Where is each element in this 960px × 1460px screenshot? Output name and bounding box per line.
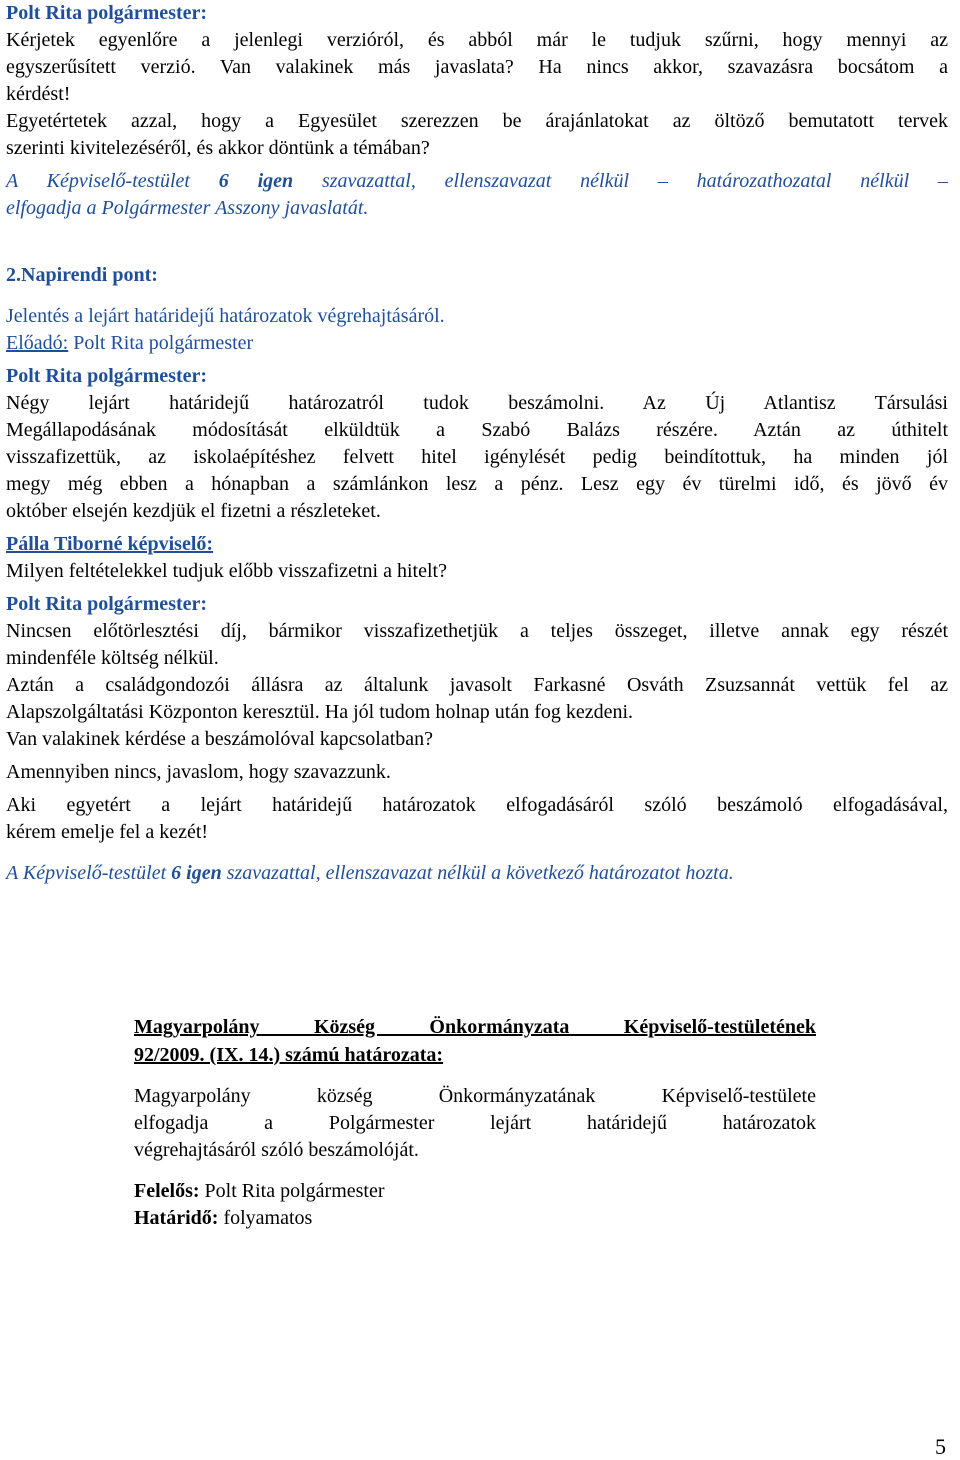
agenda-heading: 2.Napirendi pont: [6,264,158,286]
page-number: 5 [935,1434,946,1459]
paragraph-line: Megállapodásának módosítását elküldtük a Szabó Balázs részére. Aztán az úthitelt [6,419,948,441]
paragraph-line: megy még ebben a hónapban a számlánkon lesz a pénz. Lesz egy év türelmi idő, és jövő év [6,473,948,495]
resolution-body-line: elfogadja a Polgármester lejárt határidejű határozatok [134,1112,816,1134]
agenda-presenter [6,330,948,357]
agenda-subject: Jelentés a lejárt határidejű határozatok végrehajtásáról. [6,305,445,327]
paragraph-line: október elsején kezdjük el fizetni a részleteket. [6,500,381,522]
vote-count: 6 igen [171,862,222,884]
paragraph-line: Kérjetek egyenlőre a jelenlegi verzióról, és abból már le tudjuk szűrni, hogy mennyi az [6,29,948,51]
paragraph-line: Van valakinek kérdése a beszámolóval kapcsolatban? [6,728,434,750]
paragraph-line: kérdést! [6,83,71,105]
paragraph-line: szerinti kivitelezéséről, és akkor döntünk a témában? [6,137,430,159]
document-page [6,0,948,887]
paragraph-line: mindenféle költség nélkül. [6,647,219,669]
resolution-number: 92/2009. (IX. 14.) számú határozata: [134,1044,444,1066]
speaker-label: Pálla Tiborné képviselő: [6,533,214,555]
paragraph-line: Négy lejárt határidejű határozatról tudok beszámolni. Az Új Atlantisz Társulási [6,392,948,414]
presenter-name: Polt Rita polgármester [68,332,254,354]
resolution-block [134,1013,816,1232]
paragraph-line: Milyen feltételekkel tudjuk előbb visszafizetni a hitelt? [6,560,447,582]
presenter-label: Előadó: [6,332,69,354]
vote-rest: szavazattal, ellenszavazat nélkül a következő határozatot hozta. [221,862,734,884]
vote-result [6,168,948,195]
paragraph-line: Alapszolgáltatási Központon keresztül. Ha jól tudom holnap után fog kezdeni. [6,701,634,723]
deadline-value: folyamatos [218,1207,313,1229]
resolution-body-line: Magyarpolány község Önkormányzatának Képviselő-testülete [134,1085,816,1107]
paragraph-line: Amennyiben nincs, javaslom, hogy szavazzunk. [6,761,391,783]
vote-prefix: A Képviselő-testület [6,170,219,192]
resolution-title: Magyarpolány Község Önkormányzata Képviselő-testületének [134,1016,816,1038]
deadline-label: Határidő: [134,1207,219,1229]
resolution-responsible [134,1178,816,1205]
paragraph-line: Nincsen előtörlesztési díj, bármikor visszafizethetjük a teljes összeget, illetve annak egy részét [6,620,948,642]
vote-result [6,860,948,887]
paragraph-line: kérem emelje fel a kezét! [6,821,209,843]
vote-result-line: elfogadja a Polgármester Asszony javaslatát. [6,197,369,219]
resolution-deadline [134,1205,816,1232]
paragraph-line: Aztán a családgondozói állásra az általunk javasolt Farkasné Osváth Zsuzsannát vettük fel az [6,674,948,696]
vote-count: 6 igen [218,170,294,192]
speaker-label: Polt Rita polgármester: [6,593,208,615]
paragraph-line: egyszerűsített verzió. Van valakinek más javaslata? Ha nincs akkor, szavazásra bocsátom a [6,56,948,78]
speaker-label: Polt Rita polgármester: [6,2,208,24]
vote-prefix: A Képviselő-testület [6,862,172,884]
speaker-label: Polt Rita polgármester: [6,365,208,387]
resolution-body-line: végrehajtásáról szóló beszámolóját. [134,1139,419,1161]
paragraph-line: visszafizettük, az iskolaépítéshez felvett hitel igénylését pedig beindítottuk, ha minden jól [6,446,948,468]
paragraph-line: Aki egyetért a lejárt határidejű határozatok elfogadásáról szóló beszámoló elfogadásával, [6,794,948,816]
vote-rest: szavazattal, ellenszavazat nélkül – határozathozatal nélkül – [293,170,948,192]
paragraph-line: Egyetértetek azzal, hogy a Egyesület szerezzen be árajánlatokat az öltöző bemutatott tervek [6,110,948,132]
responsible-value: Polt Rita polgármester [199,1180,385,1202]
responsible-label: Felelős: [134,1180,200,1202]
